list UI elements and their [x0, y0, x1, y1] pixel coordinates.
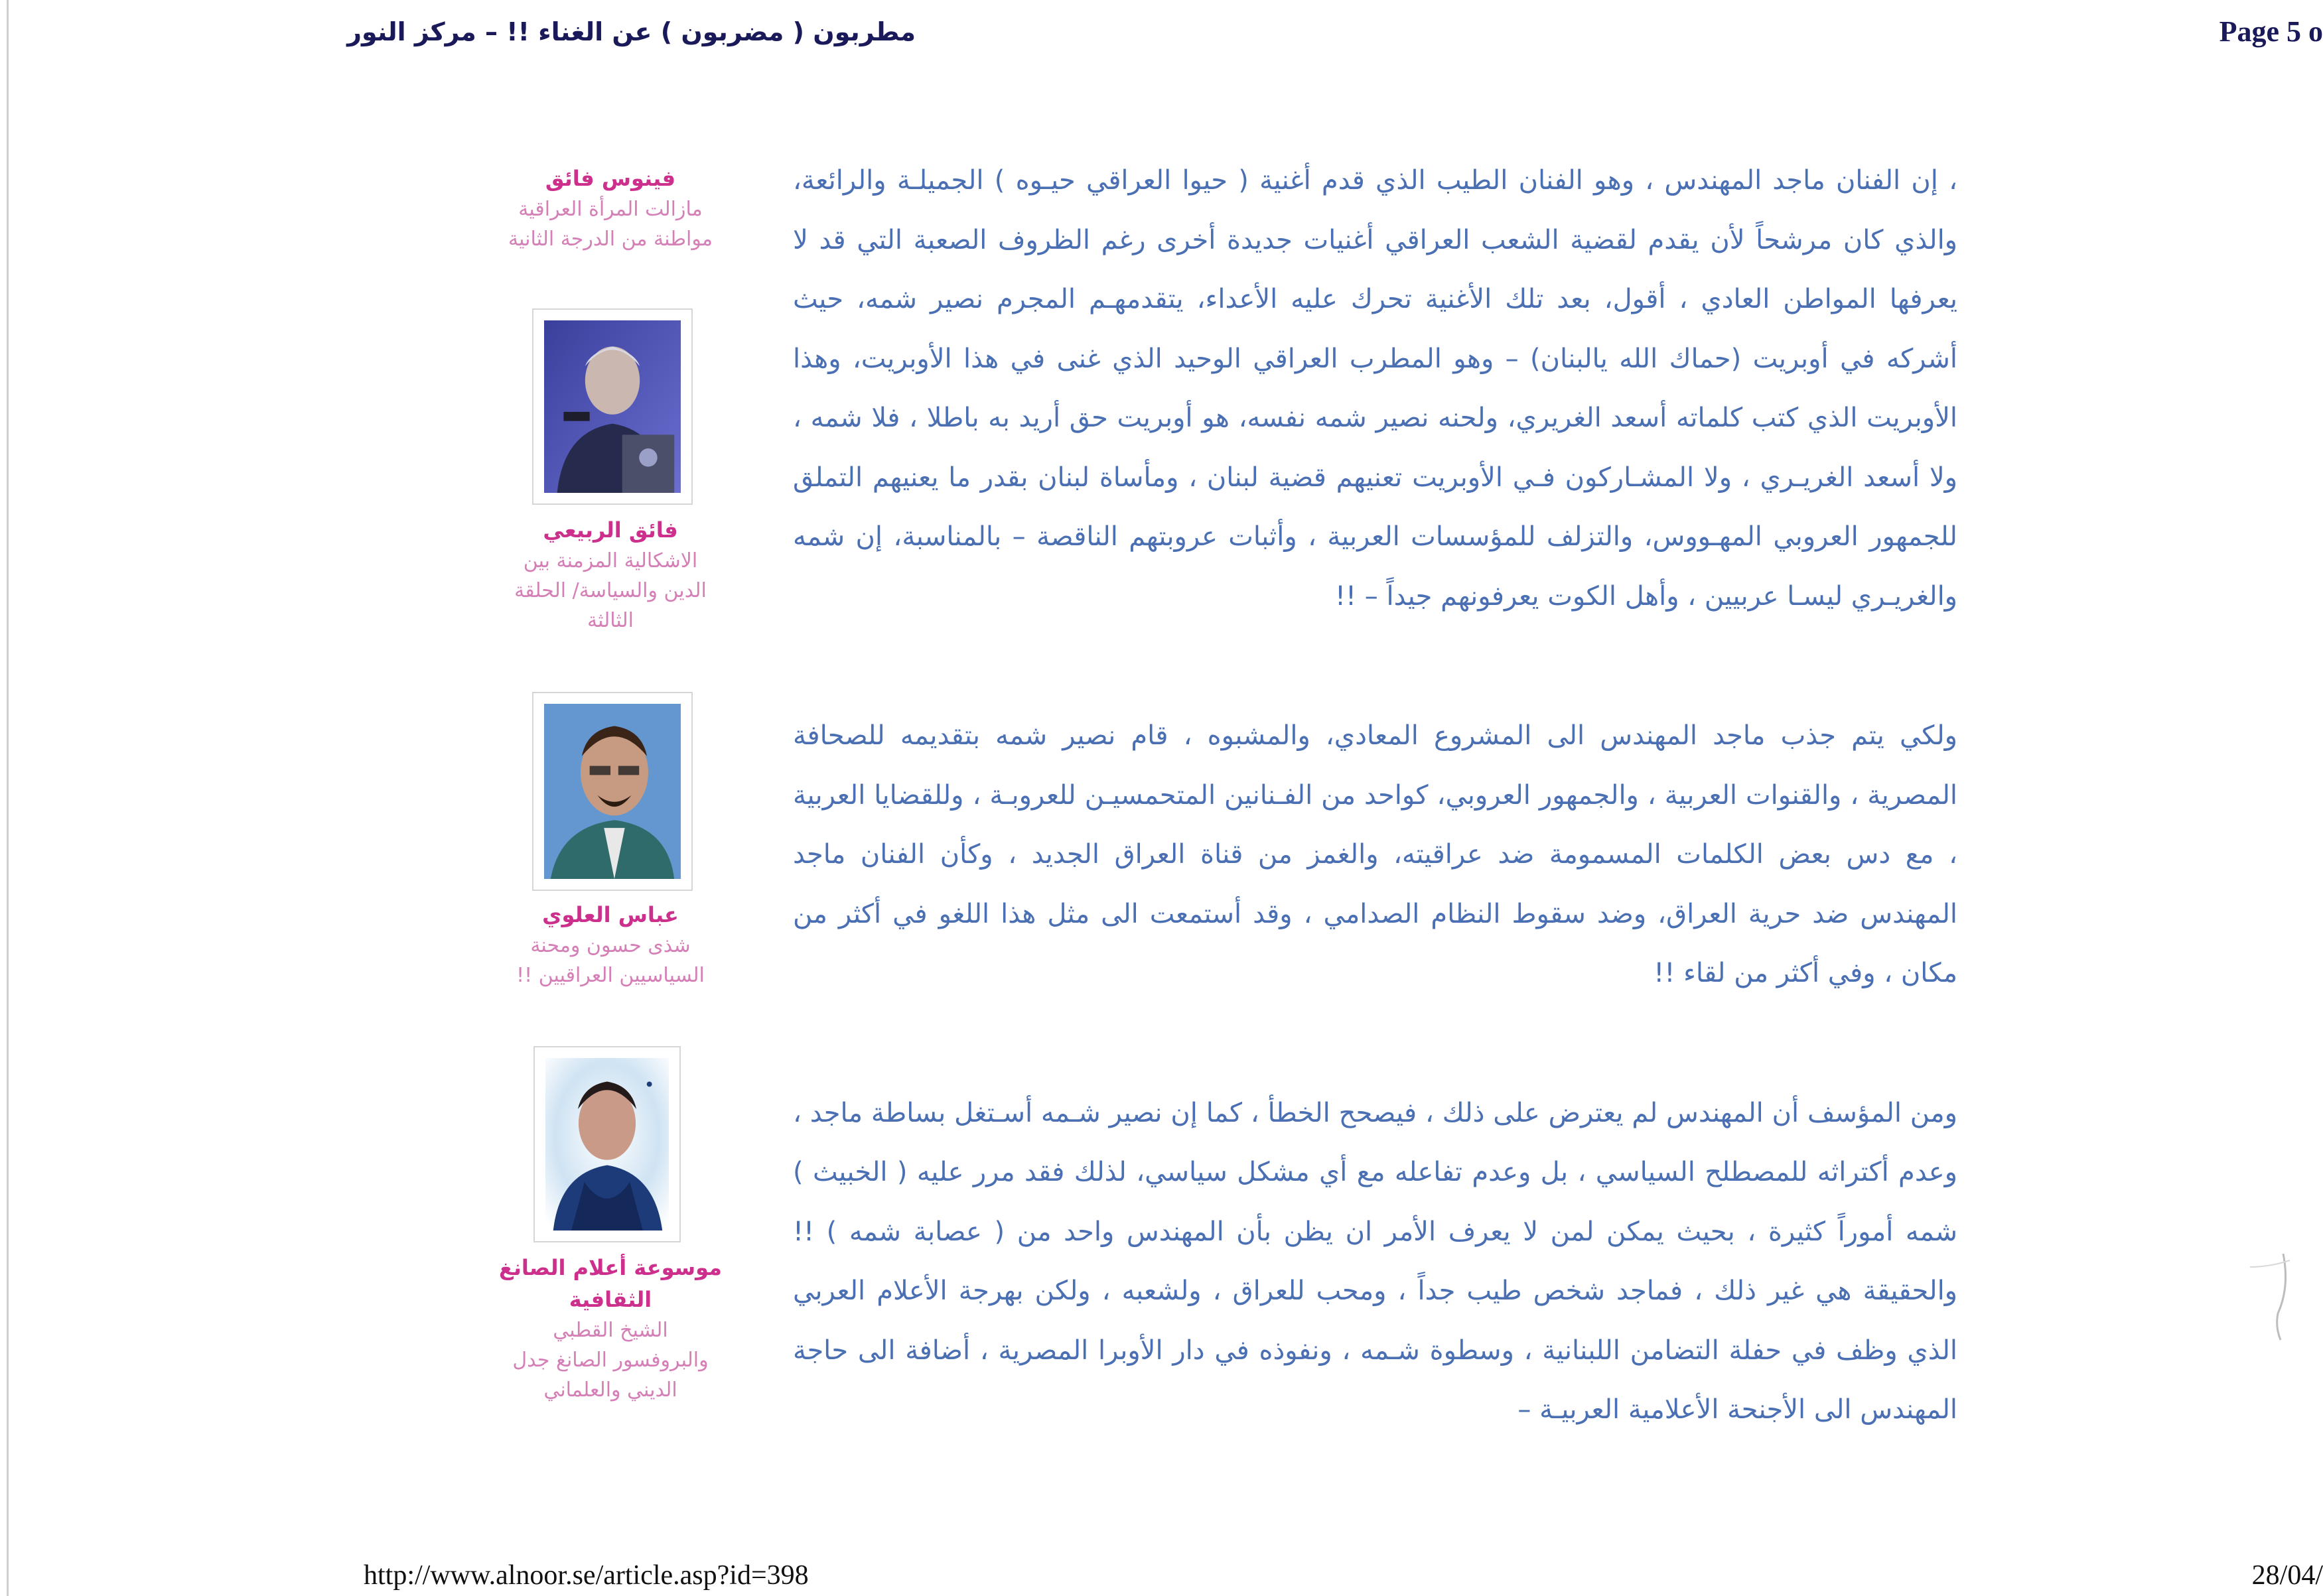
sidebar-article-link[interactable]: الثالثة: [587, 609, 634, 632]
sidebar-item[interactable]: [478, 514, 743, 635]
footer-date: 28/04/: [2251, 1560, 2323, 1591]
sidebar-item[interactable]: [478, 1252, 743, 1405]
sidebar-article-link[interactable]: الاشكالية المزمنة بين: [523, 549, 698, 572]
page-header-title: مطربون ( مضربون ) عن الغناء !! – مركز النور: [347, 17, 916, 46]
sidebar-author-link[interactable]: الثقافية: [569, 1287, 652, 1312]
author-photo-icon[interactable]: [532, 692, 693, 891]
sidebar-author-link[interactable]: موسوعة أعلام الصانغ: [499, 1255, 722, 1280]
scan-mark-icon: [2243, 1247, 2303, 1347]
sidebar-article-link[interactable]: الشيخ القطبي: [553, 1319, 668, 1342]
sidebar-article-link[interactable]: مواطنة من الدرجة الثانية: [508, 228, 713, 251]
sidebar-article-link[interactable]: الديني والعلماني: [543, 1378, 677, 1402]
sidebar-article-link[interactable]: مازالت المرأة العراقية: [518, 198, 703, 221]
sidebar-item[interactable]: [478, 163, 743, 254]
sidebar-author-link[interactable]: فينوس فائق: [545, 166, 676, 191]
article-body: [793, 151, 1957, 1440]
article-paragraph: ولكي يتم جذب ماجد المهندس الى المشروع المعادي، والمشبوه ، قام نصير شمه بتقديمه للصحافة المصرية ، والقنوات العربية ، والجمهور العروبي، كواحد من الفـنانين المتحمسيـن للعروبـة ، وللقضايا العربية ، مع دس بعض الكلمات المسمومة ضد عراقيته، والغمز من قناة العراق الجديد ، وكأن الفنان ماجد المهندس ضد حرية العراق، وضد سقوط النظام الصدامي ، وقد أستمعت الى مثل هذا اللغو في أكثر من مكان ، وفي أكثر من لقاء !!: [793, 720, 1957, 988]
sidebar-article-link[interactable]: شذى حسون ومحنة: [530, 934, 691, 957]
article-paragraph: ومن المؤسف أن المهندس لم يعترض على ذلك ، فيصحح الخطأ ، كما إن نصير شـمه أسـتغل بساطة ماجد ، وعدم أكتراثه للمصطلح السياسي ، بل وعدم تفاعله مع أي مشكل سياسي، لذلك فقد مرر عليه ( الخبيث ) شمه أموراً كثيرة ، بحيث يمكن لمن لا يعرف الأمر ان يظن بأن المهندس واحد من ( عصابة شمه ) !! والحقيقة هي غير ذلك ، فماجد شخص طيب جداً ، ومحب للعراق ، ولشعبه ، ولكن بهرجة الأعلام العربي الذي وظف في حفلة التضامن اللبنانية ، وسطوة شـمه ، ونفوذه في دار الأوبرا المصرية ، أضافة الى حاجة المهندس الى الأجنحة الأعلامية العربيـة –: [793, 1097, 1957, 1425]
sidebar-author-link[interactable]: فائق الربيعي: [543, 517, 678, 543]
sidebar-article-link[interactable]: والبروفسور الصانغ جدل: [512, 1349, 709, 1372]
sidebar-author-link[interactable]: عباس العلوي: [542, 902, 679, 927]
author-photo-icon[interactable]: [533, 1046, 681, 1242]
footer-url: http://www.alnoor.se/article.asp?id=398: [364, 1560, 809, 1591]
sidebar-article-link[interactable]: الدين والسياسة/ الحلقة: [514, 579, 707, 602]
page-edge-line: [7, 0, 9, 1596]
sidebar-item[interactable]: [478, 899, 743, 990]
article-paragraph: ، إن الفنان ماجد المهندس ، وهو الفنان الطيب الذي قدم أغنية ( حيوا العراقي حيـوه ) الجميلـة والرائعة، والذي كان مرشحاً لأن يقدم لقضية الشعب العراقي أغنيات جديدة أخرى رغم الظروف الصعبة التي قد لا يعرفها المواطن العادي ، أقول، بعد تلك الأغنية تحرك عليه الأعداء، يتقدمهـم المجرم نصير شمه، حيث أشركه في أوبريت (حماك الله يالبنان) – وهو المطرب العراقي الوحيد الذي غنى في هذا الأوبريت، وهذا الأوبريت الذي كتب كلماته أسعد الغريري، ولحنه نصير شمه نفسه، هو أوبريت حق أريد به باطلا ، فلا شمه ، ولا أسعد الغريـري ، ولا المشـاركون فـي الأوبريت تعنيهم قضية لبنان ، ومأساة لبنان بقدر ما يعنيهم التملق للجمهور العروبي المهـووس، والتزلف للمؤسسات العربية ، وأثبات عروبتهم الناقصة – بالمناسبة، إن شمه والغريـري ليسـا عربيين ، وأهل الكوت يعرفونهم جيداً – !!: [793, 165, 1957, 612]
page-number-label: Page 5 o: [2219, 15, 2323, 48]
sidebar-article-link[interactable]: السياسيين العراقيين !!: [516, 964, 705, 987]
author-photo-icon[interactable]: [532, 308, 693, 505]
